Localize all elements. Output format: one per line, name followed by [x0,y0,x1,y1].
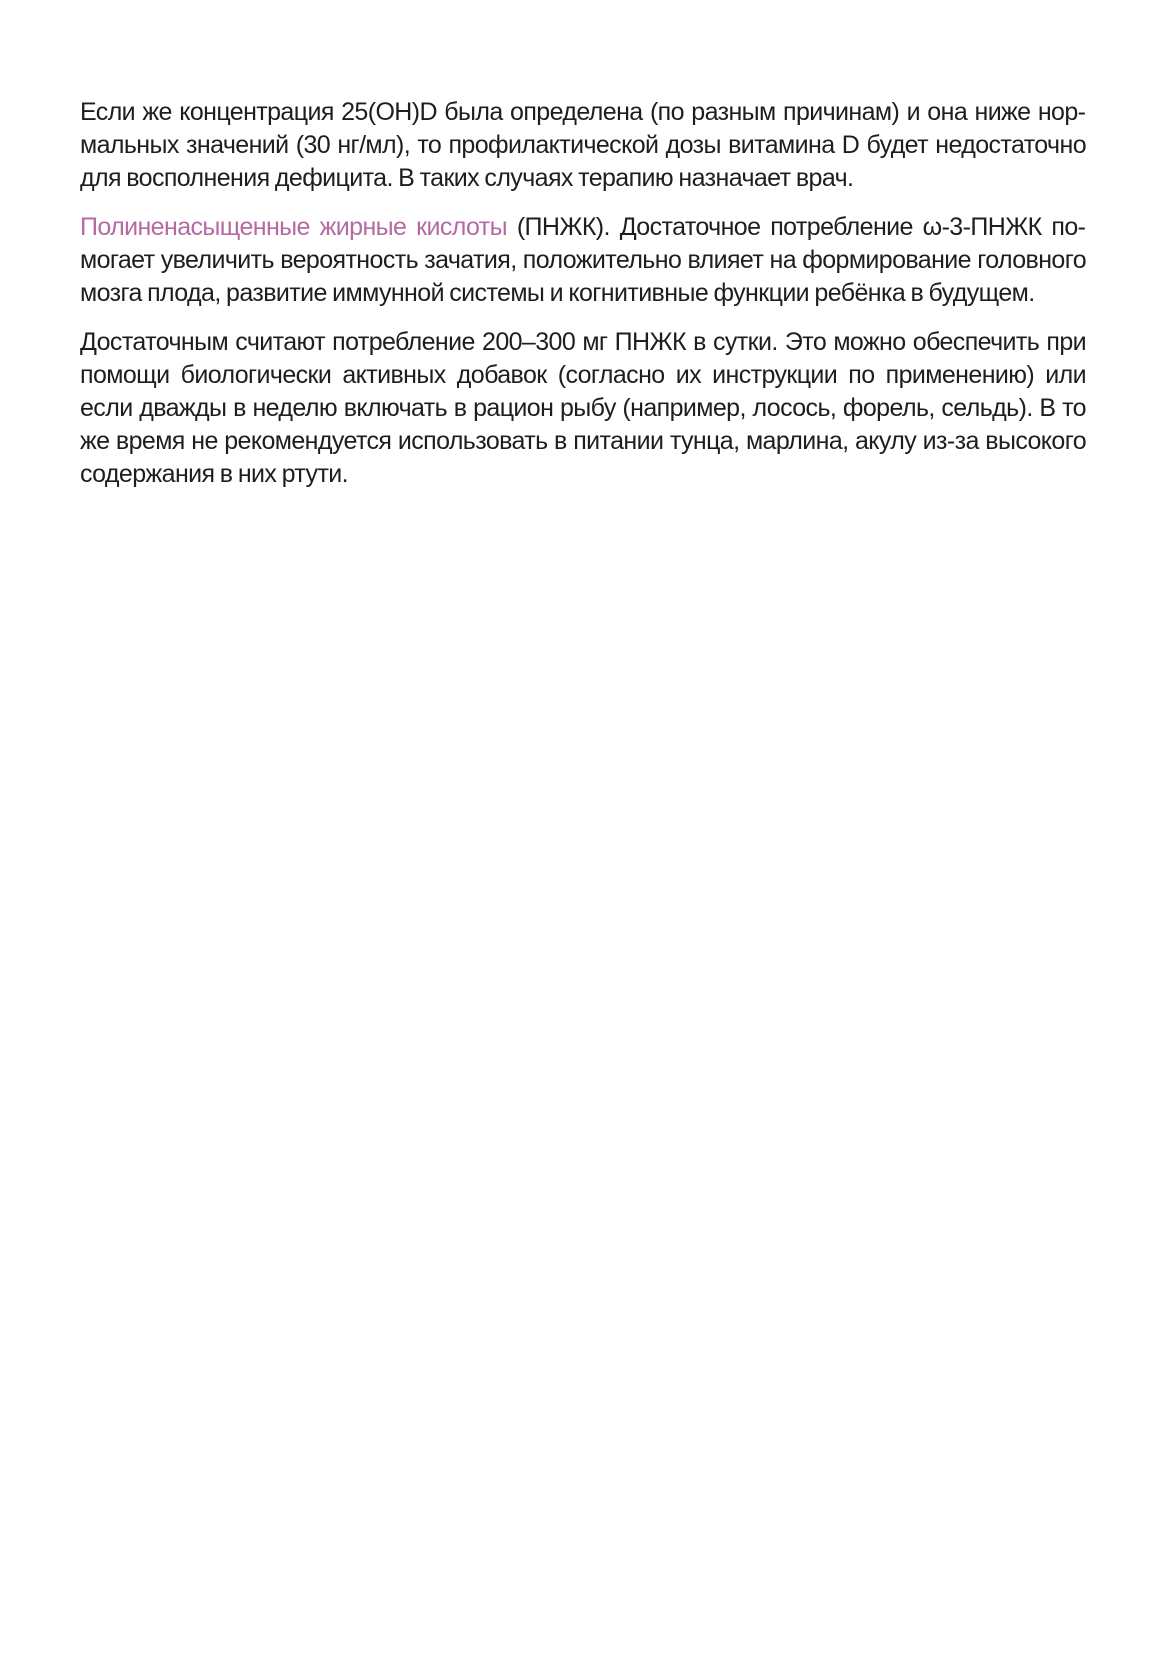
paragraph-vitamin-d: Если же концентрация 25(OH)D была определена (по разным причинам) и она ниже нормальных значений (30 нг/мл), то профилактической дозы витамина D будет недостаточно для восполнения дефицита. В таких случаях терапию назначает врач. [80,98,1086,192]
pufa-intro-text: (ПНЖК). Достаточное потребление ω-3-ПНЖК помогает увеличить вероятность зачатия, положительно влияет на формирование головного мозга плода, развитие иммунной системы и когнитивные функции ребёнка в будущем. [80,213,1086,307]
paragraph-pufa [80,211,1086,310]
pufa-heading: Полиненасыщенные жирные кислоты [80,213,507,241]
paragraph-pufa-intake: Достаточным считают потребление 200–300 мг ПНЖК в сутки. Это можно обеспечить при помощи биологически активных добавок (согласно их инструкции по применению) или если дважды в неделю включать в рацион рыбу (например, лосось, форель, сельдь). В то же время не рекомендуется использовать в питании тунца, марлина, акулу из-за высокого содержания в них ртути. [80,328,1086,488]
document-body [80,96,1086,507]
